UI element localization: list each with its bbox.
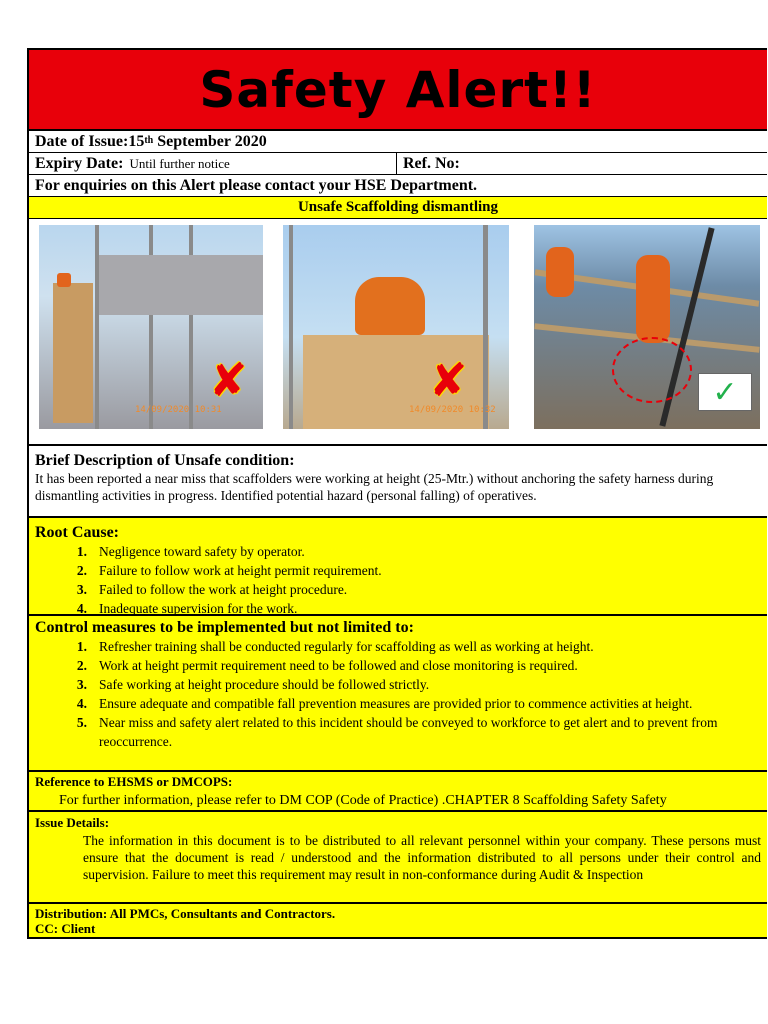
distribution-line: Distribution: All PMCs, Consultants and Contractors.: [35, 906, 336, 921]
expiry-cell: [29, 153, 397, 174]
control-heading: Control measures to be implemented but not limited to:: [35, 619, 414, 636]
reference-heading: Reference to EHSMS or DMCOPS:: [35, 774, 233, 789]
photo-unsafe-1: [39, 225, 263, 429]
list-item: 1. Negligence toward safety by operator.: [76, 544, 305, 559]
list-item: 4. Ensure adequate and compatible fall prevention measures are provided prior to commence activities at height.: [76, 696, 693, 711]
root-cause-heading: Root Cause:: [35, 524, 119, 541]
subject-title: Unsafe Scaffolding dismantling: [297, 199, 499, 215]
highlight-circle: [612, 337, 692, 403]
cross-mark-icon: ✘: [209, 353, 248, 407]
list-item: 3. Failed to follow the work at height procedure.: [76, 582, 348, 597]
expiry-value: Until further notice: [129, 155, 230, 171]
worker-figure: [355, 277, 425, 335]
check-mark-icon: ✓: [698, 373, 752, 411]
page-title: Safety Alert!!: [199, 60, 597, 119]
enquiries-text: For enquiries on this Alert please contact your HSE Department.: [35, 176, 478, 194]
worker-figure: [546, 247, 574, 297]
ref-cell: [397, 155, 767, 173]
scaffold-pole: [289, 225, 293, 429]
scaffold-boards: [53, 283, 93, 423]
description-text: It has been reported a near miss that scaffolders were working at height (25-Mtr.) without anchoring the safety harness during dismantling activities in progress. Identified potential hazard (personal falling) of operatives.: [35, 471, 714, 503]
cc-line: CC: Client: [35, 921, 96, 936]
control-measures-section: [29, 616, 767, 772]
worker-figure: [57, 273, 71, 287]
issue-details-section: [29, 812, 767, 904]
list-item: 3. Safe working at height procedure should be followed strictly.: [76, 677, 430, 692]
date-of-issue-month-year: September 2020: [153, 132, 267, 150]
date-of-issue-row: [29, 131, 767, 153]
subject-row: [29, 197, 767, 219]
list-item: 1. Refresher training shall be conducted regularly for scaffolding as well as working at height.: [76, 639, 594, 654]
expiry-label: Expiry Date:: [35, 154, 124, 172]
reference-section: [29, 772, 767, 812]
photo-unsafe-2: [283, 225, 509, 429]
date-of-issue-label: Date of Issue:: [35, 132, 129, 150]
date-of-issue-suffix: th: [144, 135, 154, 146]
cross-mark-icon: ✘: [429, 353, 468, 407]
description-heading: Brief Description of Unsafe condition:: [35, 452, 295, 469]
description-section: [29, 446, 767, 518]
issue-heading: Issue Details:: [35, 815, 110, 830]
list-item: 5. Near miss and safety alert related to this incident should be conveyed to workforce to get alert and to prevent from reoccurrence.: [76, 715, 718, 749]
worker-figure: [636, 255, 670, 343]
control-list: [35, 637, 761, 751]
list-item: 4. Inadequate supervision for the work.: [76, 601, 298, 616]
title-banner: [29, 50, 767, 131]
structure: [99, 255, 263, 315]
issue-text: The information in this document is to be distributed to all relevant personnel within your company. These persons must ensure that the document is read / understood and the information distributed to all persons under their control and supervision. Failure to meet this requirement may result in non-conformance during Audit & Inspection: [83, 833, 761, 882]
date-of-issue-day: 15: [128, 132, 145, 150]
reference-text: For further information, please refer to DM COP (Code of Practice) .CHAPTER 8 Scaffolding Safety Safety: [59, 793, 667, 808]
scaffold-pole: [483, 225, 488, 429]
safety-alert-document: [27, 48, 767, 939]
list-item: 2. Failure to follow work at height permit requirement.: [76, 563, 382, 578]
root-cause-section: [29, 518, 767, 616]
photo-safe: [534, 225, 760, 429]
list-item: 2. Work at height permit requirement need to be followed and close monitoring is required.: [76, 658, 578, 673]
photo-strip: [29, 219, 767, 446]
expiry-ref-row: [29, 153, 767, 175]
enquiries-row: [29, 175, 767, 197]
root-cause-list: [35, 542, 761, 618]
photo-timestamp: 14/09/2020 10:31: [135, 405, 222, 415]
distribution-section: [29, 904, 767, 937]
photo-timestamp: 14/09/2020 10:32: [409, 405, 496, 415]
ref-label: Ref. No:: [403, 154, 460, 172]
